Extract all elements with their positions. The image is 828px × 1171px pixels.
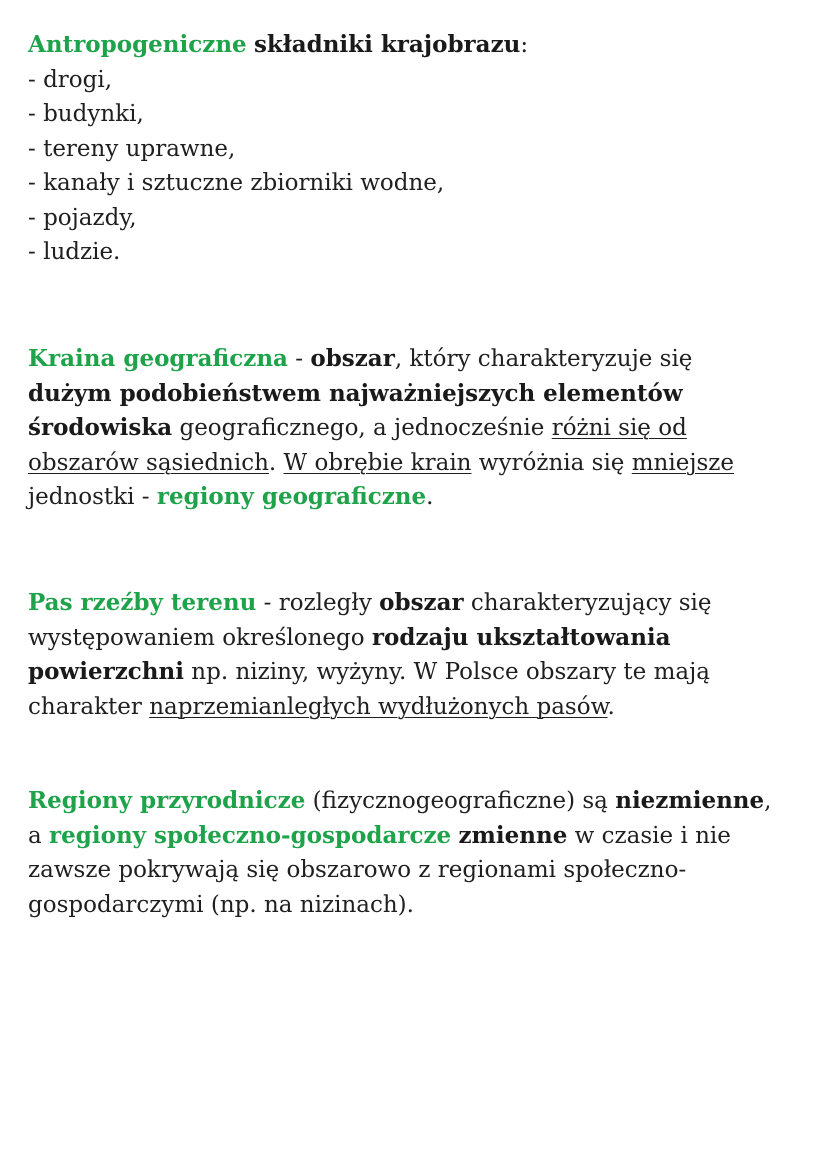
list-item: - pojazdy,	[28, 204, 137, 231]
text-run: charakteryzujący się	[463, 590, 712, 616]
term-geographic-regions: regiony geograficzne	[156, 483, 427, 510]
paragraph-line	[28, 784, 771, 819]
paragraph-line	[28, 819, 771, 854]
paragraph-line	[28, 480, 734, 515]
bold-text: obszar	[379, 589, 464, 616]
underlined-text: obszarów sąsiednich	[28, 449, 269, 476]
term-relief-belt: Pas rzeźby terenu	[28, 589, 257, 616]
term-natural-regions: Regiony przyrodnicze	[28, 787, 306, 814]
text-run: .	[607, 693, 615, 720]
list-item: - ludzie.	[28, 239, 121, 265]
bold-text: środowiska	[28, 414, 173, 441]
natural-regions-section	[28, 784, 771, 922]
landscape-components-section	[28, 28, 528, 270]
underlined-text: mniejsze	[631, 449, 734, 476]
text-run: wyróżnia się	[471, 449, 632, 476]
text-run: jednostki -	[28, 484, 157, 510]
underlined-text: W obrębie krain	[283, 449, 472, 476]
paragraph-line: gospodarczymi (np. na nizinach).	[28, 891, 414, 918]
text-run: np. niziny, wyżyny. W Polsce obszary te mają	[183, 659, 710, 685]
paragraph-line	[28, 655, 712, 690]
bold-text: rodzaju ukształtowania	[371, 623, 671, 651]
geographic-region-section	[28, 342, 734, 515]
term-socioeconomic-regions: regiony społeczno-gospodarcze	[49, 821, 452, 849]
underlined-text: naprzemianległych wydłużonych pasów	[149, 693, 608, 720]
list-item: - kanały i sztuczne zbiorniki wodne,	[28, 170, 445, 196]
bold-text: obszar	[310, 345, 395, 372]
relief-belt-section	[28, 586, 712, 724]
paragraph-line: zawsze pokrywają się obszarowo z regionami społeczno-	[28, 857, 687, 883]
text-run: charakter	[28, 693, 150, 720]
text-run: , który charakteryzuje się	[394, 346, 693, 372]
bold-text: dużym podobieństwem najważniejszych elementów	[28, 379, 683, 407]
list-item: - drogi,	[28, 66, 113, 93]
text-run: .	[426, 484, 434, 510]
list-item: - budynki,	[28, 101, 144, 127]
paragraph-line	[28, 411, 734, 446]
text-run: występowaniem określonego	[28, 624, 372, 651]
text-run: -	[287, 346, 311, 372]
text-run: a	[28, 822, 50, 849]
bold-text: powierzchni	[28, 658, 184, 685]
text-run: ,	[764, 788, 772, 814]
underlined-text: różni się od	[551, 415, 687, 441]
bold-text: niezmienne	[615, 787, 765, 814]
text-run: .	[268, 449, 284, 476]
landscape-heading	[28, 28, 528, 63]
paragraph-line	[28, 621, 712, 656]
term-anthropogenic: Antropogeniczne	[28, 31, 247, 58]
paragraph-line	[28, 446, 734, 481]
list-item: - tereny uprawne,	[28, 135, 236, 162]
paragraph-line	[28, 586, 712, 621]
paragraph-line	[28, 690, 712, 725]
paragraph-line	[28, 342, 734, 377]
term-geographic-region: Kraina geograficzna	[28, 345, 288, 372]
text-run: w czasie i nie	[567, 822, 731, 849]
text-run: geograficznego, a jednocześnie	[172, 415, 552, 441]
text-run: (fizycznogeograficzne) są	[305, 788, 616, 814]
heading-colon: :	[520, 32, 529, 58]
paragraph-line	[28, 377, 734, 412]
text-run: - rozległy	[256, 590, 380, 616]
bold-text: zmienne	[458, 821, 568, 849]
heading-bold-text: składniki krajobrazu	[253, 31, 521, 58]
